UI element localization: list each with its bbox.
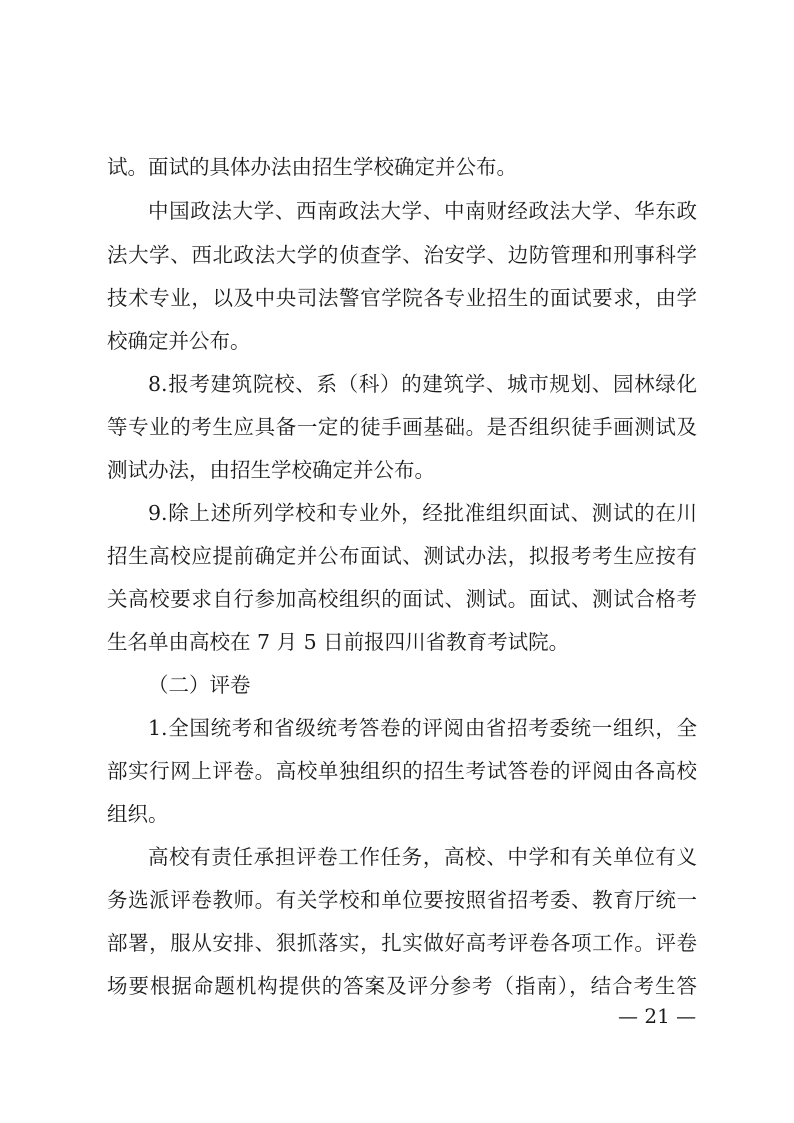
text-line: 测试办法，由招生学校确定并公布。 [107, 458, 435, 482]
text-line: 法大学、西北政法大学的侦查学、治安学、边防管理和刑事科学 [107, 243, 697, 267]
text-line: 组织。 [107, 802, 169, 826]
text-line: 技术专业，以及中央司法警官学院各专业招生的面试要求，由学 [107, 286, 697, 310]
text-line: 场要根据命题机构提供的答案及评分参考（指南），结合考生答 [107, 974, 697, 998]
page-number: — 21 — [618, 1004, 697, 1028]
text-line: 部实行网上评卷。高校单独组织的招生考试答卷的评阅由各高校 [107, 759, 697, 783]
text-line: 务选派评卷教师。有关学校和单位要按照省招考委、教育厅统一 [107, 888, 697, 912]
text-line: 等专业的考生应具备一定的徒手画基础。是否组织徒手画测试及 [107, 415, 697, 439]
text-line: 高校有责任承担评卷工作任务，高校、中学和有关单位有义 [148, 845, 697, 869]
text-line: 1.全国统考和省级统考答卷的评阅由省招考委统一组织，全 [148, 716, 697, 740]
text-line: 关高校要求自行参加高校组织的面试、测试。面试、测试合格考 [107, 587, 697, 611]
section-heading: （二）评卷 [148, 673, 251, 697]
text-line: 生名单由高校在 7 月 5 日前报四川省教育考试院。 [107, 630, 570, 654]
text-line: 校确定并公布。 [107, 329, 251, 353]
text-line: 部署，服从安排、狠抓落实，扎实做好高考评卷各项工作。评卷 [107, 931, 697, 955]
text-line: 8.报考建筑院校、系（科）的建筑学、城市规划、园林绿化 [148, 372, 697, 396]
text-line: 中国政法大学、西南政法大学、中南财经政法大学、华东政 [148, 199, 697, 223]
text-line: 9.除上述所列学校和专业外，经批准组织面试、测试的在川 [148, 501, 697, 525]
text-line: 招生高校应提前确定并公布面试、测试办法，拟报考考生应按有 [107, 544, 697, 568]
text-line: 试。面试的具体办法由招生学校确定并公布。 [107, 155, 517, 179]
